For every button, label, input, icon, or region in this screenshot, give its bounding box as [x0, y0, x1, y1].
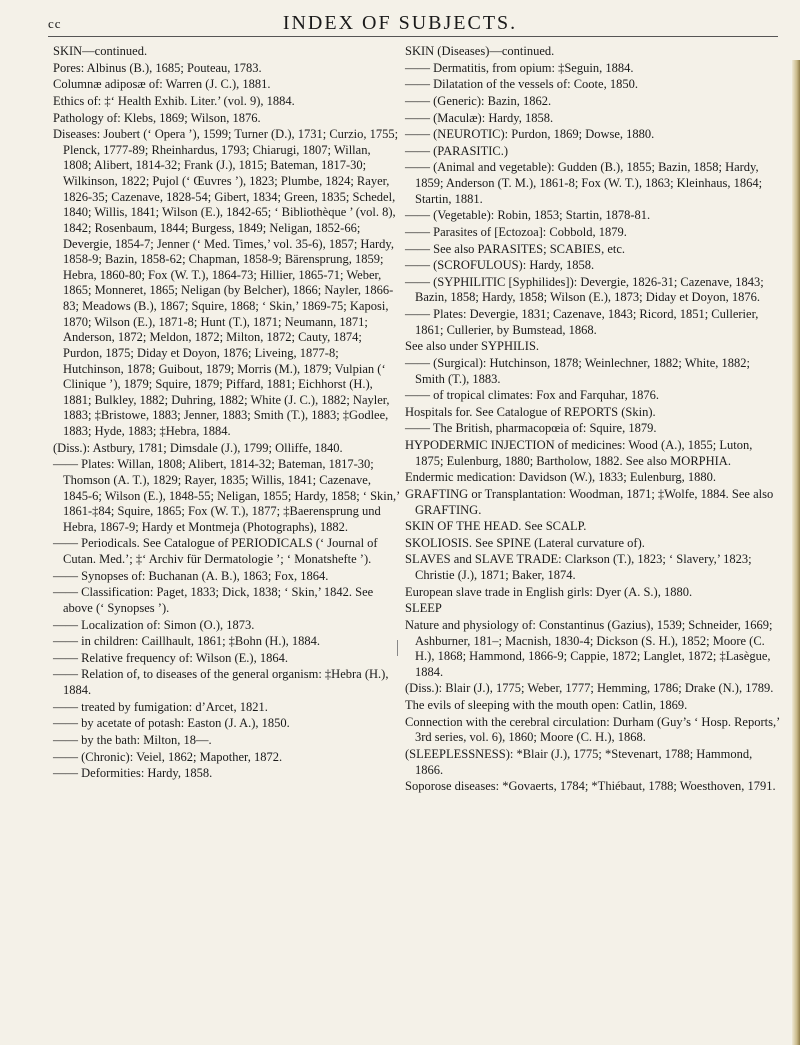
left-column: [53, 44, 401, 783]
index-entry: (SLEEPLESSNESS): *Blair (J.), 1775; *Stevenart, 1788; Hammond, 1866.: [405, 746, 753, 777]
index-entry: —— (Chronic): Veiel, 1862; Mapother, 1872.: [53, 749, 283, 764]
index-entry: —— treated by fumigation: d’Arcet, 1821.: [53, 699, 268, 714]
index-entry: European slave trade in English girls: Dyer (A. S.), 1880.: [405, 584, 693, 599]
index-entry: Connection with the cerebral circulation: Durham (Guy’s ‘ Hosp. Reports,’ 3rd series, vol. 6), 1860; Moore (C. H.), 1868.: [405, 714, 780, 745]
index-entry: Ethics of: ‡‘ Health Exhib. Liter.’ (vol. 9), 1884.: [53, 93, 295, 108]
index-entry: See also under SYPHILIS.: [405, 339, 540, 354]
index-entry: Pathology of: Klebs, 1869; Wilson, 1876.: [53, 110, 261, 125]
index-entry: SKOLIOSIS. See SPINE (Lateral curvature of).: [405, 535, 645, 550]
index-entry: Soporose diseases: *Govaerts, 1784; *Thiébaut, 1788; Woesthoven, 1791.: [405, 779, 776, 794]
index-entry: —— of tropical climates: Fox and Farquhar, 1876.: [405, 388, 659, 403]
index-entry: Pores: Albinus (B.), 1685; Pouteau, 1783.: [53, 60, 262, 75]
index-entry: SKIN—continued.: [53, 44, 148, 58]
index-entry: (Diss.): Astbury, 1781; Dimsdale (J.), 1799; Olliffe, 1840.: [53, 440, 343, 455]
index-entry: —— (PARASITIC.): [405, 143, 509, 158]
index-entry: —— Classification: Paget, 1833; Dick, 1838; ‘ Skin,’ 1842. See above (‘ Synopses ’).: [53, 585, 374, 615]
index-entry: —— Localization of: Simon (O.), 1873.: [53, 617, 255, 632]
index-entry: —— (SCROFULOUS): Hardy, 1858.: [405, 258, 595, 273]
index-entry: —— (Animal and vegetable): Gudden (B.), 1855; Bazin, 1858; Hardy, 1859; Anderson (T. M.), 1861-8; Fox (W. T.), 1863; Kleinhaus, 1864; Startin, 1881.: [405, 160, 763, 206]
index-entry: —— Plates: Willan, 1808; Alibert, 1814-32; Bateman, 1817-30; Thomson (A. T.), 1829; Rayer, 1835; Willis, 1841; Cazenave, 1845-6; Wilson (E.), 1848-55; Neligan, 1855; Hardy, 1858; ‘ Skin,’ 1861-‡84; Squire, 1865; Fox (W. T.), 1877; ‡Baerensprung und Hebra, 1867-9; Hardy et Montmeja (Photographs), 1882.: [53, 457, 400, 534]
index-entry: —— by acetate of potash: Easton (J. A.), 1850.: [53, 716, 290, 731]
index-entry: —— (SYPHILITIC [Syphilides]): Devergie, 1826-31; Cazenave, 1843; Bazin, 1858; Hardy, 1858; Wilson (E.), 1873; Diday et Doyon, 1876.: [405, 274, 764, 305]
index-entry: —— Deformities: Hardy, 1858.: [53, 766, 213, 781]
index-entry: Columnæ adiposæ of: Warren (J. C.), 1881.: [53, 77, 271, 92]
page-header: [0, 0, 800, 42]
index-entry: —— (Vegetable): Robin, 1853; Startin, 1878-81.: [405, 208, 651, 223]
index-entry: —— Plates: Devergie, 1831; Cazenave, 1843; Ricord, 1851; Cullerier, 1861; Cullerier, by Bumstead, 1868.: [405, 307, 759, 337]
index-entry: —— Synopses of: Buchanan (A. B.), 1863; Fox, 1864.: [53, 568, 329, 583]
page-number: cc: [48, 16, 62, 31]
index-entry: HYPODERMIC INJECTION of medicines: Wood (A.), 1855; Luton, 1875; Eulenburg, 1880; Bartholow, 1882. See also MORPHIA.: [405, 438, 753, 468]
index-entry: —— (NEUROTIC): Purdon, 1869; Dowse, 1880.: [405, 127, 655, 142]
index-entry: —— (Surgical): Hutchinson, 1878; Weinlechner, 1882; White, 1882; Smith (T.), 1883.: [405, 355, 750, 386]
index-entry: SLEEP: [405, 601, 442, 616]
index-entry: SKIN (Diseases)—continued.: [405, 44, 555, 58]
index-entry: —— (Maculæ): Hardy, 1858.: [405, 110, 554, 125]
index-entry: —— Relation of, to diseases of the general organism: ‡Hebra (H.), 1884.: [53, 667, 389, 697]
index-entry: —— See also PARASITES; SCABIES, etc.: [405, 241, 626, 256]
index-entry: SLAVES and SLAVE TRADE: Clarkson (T.), 1823; ‘ Slavery,’ 1823; Christie (J.), 1871; Baker, 1874.: [405, 552, 752, 582]
index-entry: SKIN OF THE HEAD. See SCALP.: [405, 519, 587, 534]
header-rule: [48, 36, 778, 37]
index-entry: —— Relative frequency of: Wilson (E.), 1864.: [53, 650, 288, 665]
index-entry: (Diss.): Blair (J.), 1775; Weber, 1777; Hemming, 1786; Drake (N.), 1789.: [405, 681, 774, 696]
index-entry: Diseases: Joubert (‘ Opera ’), 1599; Turner (D.), 1731; Curzio, 1755; Plenck, 1777-89; Rheinhardus, 1793; Chiarugi, 1807; Willan, 1808; Alibert, 1814-32; Frank (J.), 1815; Bateman, 1817-30; Wilkinson, 1822; Pujol (‘ Œuvres ’), 1823; Plumbe, 1824; Rayer, 1826-35; Cazenave, 1828-54; Gibert, 1834; Green, 1835; Schedel, 1840; Willis, 1841; Wilson (E.), 1842-65; ‘ Bibliothèque ’ (vol. 8), 1842; Rosenbaum, 1844; Burgess, 1849; Neligan, 1852-66; Devergie, 1854-7; Jenner (‘ Med. Times,’ vol. 35-6), 1857; Hardy, 1858-9; Bazin, 1858-62; Chapman, 1858-9; Bärensprung, 1859; Hebra, 1860-80; Fox (W. T.), 1864-73; Hillier, 1865-71; Weber, 1865; Monneret, 1865; Neligan (by Belcher), 1866; Nayler, 1866-83; Meadows (B.), 1867; Squire, 1868; ‘ Skin,’ 1869-75; Kaposi, 1870; Wilson (E.), 1871-8; Hunt (T.), 1871; Neumann, 1871; Anderson, 1872; Meldon, 1872; Milton, 1872; Cauty, 1874; Purdon, 1875; Diday et Doyon, 1876; Liveing, 1877-8; Hutchinson, 1878; Guibout, 1879; Morris (M.), 1879; Vulpian (‘ Clinique ’), 1879; Squire, 1879; Piffard, 1881; Eichhorst (H.), 1881; Bulkley, 1882; Duhring, 1882; White (J. C.), 1882; Nayler, 1883; ‡Bristowe, 1883; Jenner, 1883; Smith (T.), 1883; ‡Godlee, 1883; Hyde, 1883; ‡Hebra, 1884.: [53, 127, 399, 438]
index-entry: —— (Generic): Bazin, 1862.: [405, 93, 552, 108]
index-entry: —— Periodicals. See Catalogue of PERIODICALS (‘ Journal of Cutan. Med.’; ‡‘ Archiv für Dermatologie ’; ‘ Monatshefte ’).: [53, 536, 378, 566]
gutter-mark: [397, 640, 398, 656]
index-entry: GRAFTING or Transplantation: Woodman, 1871; ‡Wolfe, 1884. See also GRAFTING.: [405, 486, 774, 517]
index-entry: —— Dermatitis, from opium: ‡Seguin, 1884.: [405, 60, 634, 75]
index-entry: Hospitals for. See Catalogue of REPORTS (Skin).: [405, 404, 656, 419]
index-entry: —— by the bath: Milton, 18—.: [53, 732, 212, 747]
page-edge: [792, 60, 800, 1045]
right-column: [405, 44, 780, 796]
index-entry: —— Parasites of [Ectozoa]: Cobbold, 1879.: [405, 224, 627, 239]
index-entry: —— in children: Caillhault, 1861; ‡Bohn (H.), 1884.: [53, 634, 320, 649]
running-title: INDEX OF SUBJECTS.: [282, 12, 518, 34]
index-entry: The evils of sleeping with the mouth open: Catlin, 1869.: [405, 698, 688, 712]
index-entry: —— Dilatation of the vessels of: Coote, 1850.: [405, 77, 638, 92]
index-entry: Endermic medication: Davidson (W.), 1833; Eulenburg, 1880.: [405, 470, 717, 485]
index-entry: —— The British, pharmacopœia of: Squire, 1879.: [405, 421, 657, 436]
index-entry: Nature and physiology of: Constantinus (Gazius), 1539; Schneider, 1669; Ashburner, 181–; Macnish, 1830-4; Dickson (S. H.), 1852; Moore (C. H.), 1868; Hammond, 1866-9; Cappie, 1872; Langlet, 1872; ‡Lasègue, 1884.: [405, 617, 773, 679]
